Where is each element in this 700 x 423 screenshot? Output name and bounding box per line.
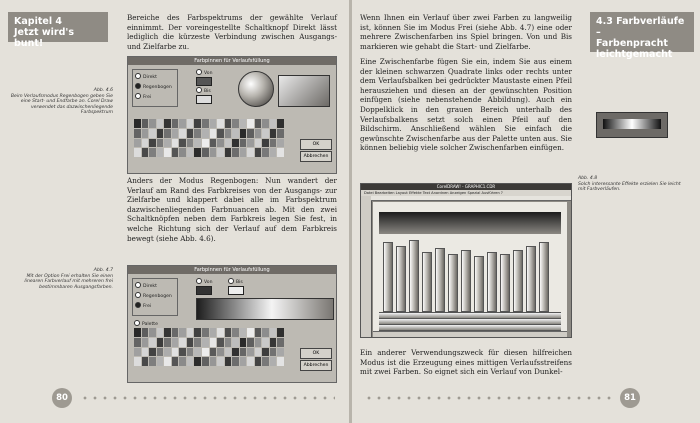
palette-swatch[interactable] bbox=[270, 119, 277, 128]
color-palette[interactable] bbox=[134, 119, 284, 157]
palette-swatch[interactable] bbox=[157, 119, 164, 128]
palette-swatch[interactable] bbox=[187, 328, 194, 337]
body-paragraph-1: Bereiche des Farbspektrums der gewählte Verlauf einnimmt. Der voreingestellte Schaltknopf Direkt lässt lediglich die kürzeste Verbindung zwischen Ausgangs- und Zielfarbe zu. bbox=[127, 13, 337, 51]
palette-swatch[interactable] bbox=[142, 338, 149, 347]
palette-swatch[interactable] bbox=[172, 129, 179, 138]
pillar bbox=[383, 242, 393, 312]
palette-swatch[interactable] bbox=[149, 129, 156, 138]
palette-swatch[interactable] bbox=[247, 148, 254, 157]
palette-swatch[interactable] bbox=[202, 129, 209, 138]
body-paragraph-2: Anders der Modus Regenbogen: Nun wandert der Verlauf am Rand des Farbkreises von der Ausgangs- zur Zielfarbe und klappert dabei alle im Farbspektrum dazwischenliegenden Farbnuancen ab. Mit den zwei Schaltknöpfen neben dem Farbkreis legen Sie fest, in welche Richtung sich der Verlauf auf dem Farbkreis bewegt (siehe Abb. 4.6). bbox=[127, 176, 337, 243]
palette-swatch[interactable] bbox=[240, 129, 247, 138]
app-menu-bar[interactable]: Datei Bearbeiten Layout Effekte Text Anordnen Anzeigen Spezial Ausführen ? bbox=[361, 190, 571, 196]
chapter-title: Jetzt wird's bunt! bbox=[14, 27, 74, 49]
palette-swatch[interactable] bbox=[187, 148, 194, 157]
pillar bbox=[513, 250, 523, 312]
palette-swatch[interactable] bbox=[134, 338, 141, 347]
palette-swatch[interactable] bbox=[240, 139, 247, 148]
pillar bbox=[422, 252, 432, 312]
palette-swatch[interactable] bbox=[255, 357, 262, 366]
palette-swatch[interactable] bbox=[277, 357, 284, 366]
palette-swatch[interactable] bbox=[187, 129, 194, 138]
palette-swatch[interactable] bbox=[225, 148, 232, 157]
palette-swatch[interactable] bbox=[157, 348, 164, 357]
palette-swatch[interactable] bbox=[202, 328, 209, 337]
gradient-strip bbox=[603, 119, 661, 129]
palette-swatch[interactable] bbox=[240, 148, 247, 157]
caption-text: Solch interessante Effekte erzielen Sie leicht mit Farbverläufen. bbox=[578, 181, 681, 193]
palette-swatch[interactable] bbox=[149, 328, 156, 337]
ruler bbox=[371, 196, 571, 201]
palette-swatch[interactable] bbox=[179, 348, 186, 357]
pillar-row bbox=[379, 234, 561, 312]
palette-swatch[interactable] bbox=[134, 357, 141, 366]
pillar bbox=[539, 242, 549, 312]
from-label: Von bbox=[196, 69, 213, 76]
gradient-dialog-rainbow bbox=[127, 56, 337, 174]
palette-swatch[interactable] bbox=[157, 129, 164, 138]
palette-swatch[interactable] bbox=[270, 348, 277, 357]
palette-swatch[interactable] bbox=[149, 148, 156, 157]
cancel-button[interactable]: Abbrechen bbox=[300, 360, 332, 371]
to-color-swatch[interactable] bbox=[196, 95, 212, 104]
to-color-swatch[interactable] bbox=[228, 286, 244, 295]
pillar bbox=[409, 240, 419, 312]
palette-swatch[interactable] bbox=[134, 148, 141, 157]
to-label: Bis bbox=[196, 87, 211, 94]
color-wheel[interactable] bbox=[238, 71, 274, 107]
color-palette[interactable] bbox=[134, 328, 284, 366]
pillar bbox=[461, 250, 471, 312]
palette-swatch[interactable] bbox=[142, 148, 149, 157]
figure-caption-4-7 bbox=[8, 268, 113, 290]
palette-swatch[interactable] bbox=[232, 328, 239, 337]
palette-swatch[interactable] bbox=[164, 338, 171, 347]
palette-swatch[interactable] bbox=[134, 139, 141, 148]
palette-swatch[interactable] bbox=[225, 129, 232, 138]
palette-swatch[interactable] bbox=[277, 328, 284, 337]
palette-swatch[interactable] bbox=[270, 148, 277, 157]
palette-swatch[interactable] bbox=[270, 338, 277, 347]
palette-swatch[interactable] bbox=[187, 119, 194, 128]
section-title-line-2: Farbenpracht bbox=[596, 38, 668, 49]
palette-swatch[interactable] bbox=[247, 328, 254, 337]
palette-swatch[interactable] bbox=[247, 139, 254, 148]
palette-swatch[interactable] bbox=[210, 148, 217, 157]
floor-bands bbox=[379, 312, 561, 331]
palette-swatch[interactable] bbox=[179, 148, 186, 157]
pillar bbox=[474, 256, 484, 312]
palette-swatch[interactable] bbox=[157, 139, 164, 148]
section-title-line-3: leichtgemacht bbox=[596, 49, 673, 60]
drawing-canvas bbox=[373, 202, 567, 331]
palette-swatch[interactable] bbox=[210, 348, 217, 357]
palette-swatch[interactable] bbox=[277, 129, 284, 138]
palette-swatch[interactable] bbox=[149, 119, 156, 128]
palette-swatch[interactable] bbox=[179, 338, 186, 347]
coreldraw-screenshot bbox=[360, 183, 572, 338]
palette-swatch[interactable] bbox=[277, 348, 284, 357]
from-color-swatch[interactable] bbox=[196, 77, 212, 86]
palette-swatch[interactable] bbox=[232, 139, 239, 148]
palette-swatch[interactable] bbox=[247, 357, 254, 366]
left-page bbox=[0, 0, 349, 423]
palette-swatch[interactable] bbox=[225, 328, 232, 337]
chapter-header bbox=[8, 12, 108, 49]
palette-swatch[interactable] bbox=[270, 129, 277, 138]
palette-swatch[interactable] bbox=[172, 328, 179, 337]
palette-swatch[interactable] bbox=[149, 348, 156, 357]
gradient-dialog-free bbox=[127, 265, 337, 383]
palette-swatch[interactable] bbox=[164, 328, 171, 337]
status-bar bbox=[373, 331, 567, 337]
palette-swatch[interactable] bbox=[255, 348, 262, 357]
palette-swatch[interactable] bbox=[232, 148, 239, 157]
palette-swatch[interactable] bbox=[149, 357, 156, 366]
pillar bbox=[396, 246, 406, 312]
palette-swatch[interactable] bbox=[157, 338, 164, 347]
palette-swatch[interactable] bbox=[247, 129, 254, 138]
palette-swatch[interactable] bbox=[255, 129, 262, 138]
gradient-preview bbox=[278, 75, 330, 107]
palette-swatch[interactable] bbox=[232, 119, 239, 128]
palette-swatch[interactable] bbox=[240, 328, 247, 337]
palette-swatch[interactable] bbox=[172, 357, 179, 366]
palette-swatch[interactable] bbox=[270, 139, 277, 148]
palette-swatch[interactable] bbox=[194, 328, 201, 337]
palette-swatch[interactable] bbox=[225, 348, 232, 357]
palette-swatch[interactable] bbox=[262, 129, 269, 138]
palette-swatch[interactable] bbox=[172, 348, 179, 357]
palette-swatch[interactable] bbox=[262, 328, 269, 337]
palette-swatch[interactable] bbox=[210, 139, 217, 148]
palette-swatch[interactable] bbox=[164, 139, 171, 148]
palette-swatch[interactable] bbox=[172, 338, 179, 347]
app-title-bar: CorelDRAW! - GRAPHIC1.CDR bbox=[361, 184, 571, 190]
palette-swatch[interactable] bbox=[247, 338, 254, 347]
body-paragraph-3: Ein anderer Verwendungszweck für diesen hilfreichen Modus ist die Erzeugung eines mittigen Verlaufsstreifens mit zwei Farben. So eignet sich ein Verlauf von Dunkel- bbox=[360, 348, 572, 377]
caption-title: Abb. 4.6 bbox=[93, 88, 113, 93]
pillar bbox=[435, 248, 445, 312]
palette-swatch[interactable] bbox=[179, 119, 186, 128]
dialog-title: Farbpinnen für Verlaufsfüllung bbox=[128, 57, 336, 65]
palette-swatch[interactable] bbox=[217, 129, 224, 138]
from-label: Von bbox=[196, 278, 213, 285]
palette-swatch[interactable] bbox=[187, 348, 194, 357]
palette-swatch[interactable] bbox=[142, 119, 149, 128]
caption-title: Abb. 4.8 bbox=[578, 176, 598, 181]
palette-swatch[interactable] bbox=[270, 357, 277, 366]
palette-swatch[interactable] bbox=[202, 139, 209, 148]
palette-swatch[interactable] bbox=[225, 119, 232, 128]
palette-swatch[interactable] bbox=[262, 139, 269, 148]
palette-swatch[interactable] bbox=[270, 328, 277, 337]
palette-swatch[interactable] bbox=[277, 338, 284, 347]
palette-swatch[interactable] bbox=[255, 148, 262, 157]
palette-swatch[interactable] bbox=[217, 328, 224, 337]
palette-swatch[interactable] bbox=[247, 119, 254, 128]
palette-swatch[interactable] bbox=[134, 348, 141, 357]
palette-swatch[interactable] bbox=[142, 139, 149, 148]
palette-swatch[interactable] bbox=[172, 148, 179, 157]
palette-swatch[interactable] bbox=[142, 348, 149, 357]
palette-swatch[interactable] bbox=[164, 348, 171, 357]
mode-direct-radio[interactable]: Direkt bbox=[135, 73, 157, 80]
palette-swatch[interactable] bbox=[164, 119, 171, 128]
footer-dots bbox=[364, 396, 614, 400]
palette-swatch[interactable] bbox=[240, 338, 247, 347]
gradient-thumbnail bbox=[596, 112, 668, 138]
pillar bbox=[526, 246, 536, 312]
palette-swatch[interactable] bbox=[134, 328, 141, 337]
palette-swatch[interactable] bbox=[179, 357, 186, 366]
palette-swatch[interactable] bbox=[262, 148, 269, 157]
palette-swatch[interactable] bbox=[262, 338, 269, 347]
palette-swatch[interactable] bbox=[202, 119, 209, 128]
palette-swatch[interactable] bbox=[217, 357, 224, 366]
palette-swatch[interactable] bbox=[194, 357, 201, 366]
section-title-line-1: 4.3 Farbverläufe – bbox=[596, 16, 685, 38]
toolbox[interactable] bbox=[361, 196, 372, 337]
page-number: 80 bbox=[52, 388, 72, 408]
palette-swatch[interactable] bbox=[210, 119, 217, 128]
palette-swatch[interactable] bbox=[232, 357, 239, 366]
mode-rainbow-radio[interactable]: Regenbogen bbox=[135, 292, 172, 299]
palette-swatch[interactable] bbox=[225, 357, 232, 366]
palette-swatch[interactable] bbox=[194, 338, 201, 347]
palette-swatch[interactable] bbox=[202, 357, 209, 366]
palette-swatch[interactable] bbox=[179, 129, 186, 138]
pillar bbox=[487, 252, 497, 312]
section-header bbox=[590, 12, 694, 60]
palette-swatch[interactable] bbox=[217, 148, 224, 157]
palette-swatch[interactable] bbox=[232, 348, 239, 357]
gradient-bar[interactable] bbox=[196, 298, 334, 320]
palette-swatch[interactable] bbox=[262, 348, 269, 357]
palette-swatch[interactable] bbox=[202, 338, 209, 347]
palette-swatch[interactable] bbox=[232, 129, 239, 138]
dialog-title: Farbpinnen für Verlaufsfüllung bbox=[128, 266, 336, 274]
palette-swatch[interactable] bbox=[202, 148, 209, 157]
caption-title: Abb. 4.7 bbox=[93, 268, 113, 273]
palette-swatch[interactable] bbox=[240, 357, 247, 366]
palette-swatch[interactable] bbox=[187, 338, 194, 347]
mode-free-radio[interactable]: Frei bbox=[135, 302, 151, 309]
palette-swatch[interactable] bbox=[134, 129, 141, 138]
palette-swatch[interactable] bbox=[187, 139, 194, 148]
ok-button[interactable]: OK bbox=[300, 139, 332, 150]
palette-swatch[interactable] bbox=[210, 338, 217, 347]
palette-swatch[interactable] bbox=[142, 129, 149, 138]
palette-swatch[interactable] bbox=[194, 348, 201, 357]
palette-swatch[interactable] bbox=[217, 139, 224, 148]
figure-caption-4-6 bbox=[8, 88, 113, 116]
palette-swatch[interactable] bbox=[149, 139, 156, 148]
palette-swatch[interactable] bbox=[194, 139, 201, 148]
page-number: 81 bbox=[620, 388, 640, 408]
palette-swatch[interactable] bbox=[277, 148, 284, 157]
palette-swatch[interactable] bbox=[157, 357, 164, 366]
palette-swatch[interactable] bbox=[172, 119, 179, 128]
palette-swatch[interactable] bbox=[157, 328, 164, 337]
palette-swatch[interactable] bbox=[255, 328, 262, 337]
mode-direct-radio[interactable]: Direkt bbox=[135, 282, 157, 289]
backdrop-band bbox=[379, 212, 561, 234]
footer-dots bbox=[80, 396, 335, 400]
palette-swatch[interactable] bbox=[217, 348, 224, 357]
palette-swatch[interactable] bbox=[179, 139, 186, 148]
right-page bbox=[352, 0, 700, 423]
pillar bbox=[448, 254, 458, 312]
palette-swatch[interactable] bbox=[202, 348, 209, 357]
palette-swatch[interactable] bbox=[164, 357, 171, 366]
palette-swatch[interactable] bbox=[225, 139, 232, 148]
palette-swatch[interactable] bbox=[172, 139, 179, 148]
palette-swatch[interactable] bbox=[164, 129, 171, 138]
palette-swatch[interactable] bbox=[255, 338, 262, 347]
palette-swatch[interactable] bbox=[164, 148, 171, 157]
palette-swatch[interactable] bbox=[232, 338, 239, 347]
to-label: Bis bbox=[228, 278, 243, 285]
body-paragraph-2: Eine Zwischenfarbe fügen Sie ein, indem Sie aus einem der kleinen schwarzen Quadrate links oder rechts unter dem Verlaufsbalken bei gedrückter Maustaste einen Pfeil herausziehen und diesen an der gewünschten Position einfügen (siehe nebenstehende Abbildung). Auch ein Doppelklick in den grauen Bereich unterhalb des Verlaufsbalkens setzt solch einen Pfeil auf den Bildschirm. Anschließend wählen Sie einfach die gewünschte Zwischenfarbe aus der Palette unten aus. Sie können beliebig viele solcher Zwischenfarben einfügen. bbox=[360, 57, 572, 153]
palette-swatch[interactable] bbox=[277, 119, 284, 128]
chapter-number: Kapitel 4 bbox=[14, 16, 62, 27]
palette-swatch[interactable] bbox=[210, 328, 217, 337]
palette-swatch[interactable] bbox=[157, 148, 164, 157]
palette-swatch[interactable] bbox=[194, 148, 201, 157]
palette-swatch[interactable] bbox=[142, 357, 149, 366]
mode-rainbow-radio[interactable]: Regenbogen bbox=[135, 83, 172, 90]
cancel-button[interactable]: Abbrechen bbox=[300, 151, 332, 162]
palette-swatch[interactable] bbox=[194, 129, 201, 138]
palette-swatch[interactable] bbox=[217, 338, 224, 347]
pillar bbox=[500, 254, 510, 312]
palette-swatch[interactable] bbox=[210, 129, 217, 138]
caption-text: Mit der Option Frei erhalten Sie einen linearen Farbverlauf mit mehreren frei bestimmbaren Ausgangsfarben. bbox=[24, 273, 113, 290]
palette-swatch[interactable] bbox=[134, 119, 141, 128]
palette-swatch[interactable] bbox=[217, 119, 224, 128]
palette-swatch[interactable] bbox=[255, 139, 262, 148]
palette-swatch[interactable] bbox=[194, 119, 201, 128]
palette-swatch[interactable] bbox=[262, 119, 269, 128]
palette-swatch[interactable] bbox=[240, 119, 247, 128]
palette-swatch[interactable] bbox=[262, 357, 269, 366]
body-paragraph-1: Wenn Ihnen ein Verlauf über zwei Farben zu langweilig ist, können Sie im Modus Frei (siehe Abb. 4.7) eine oder mehrere Zwischenfarben ins Spiel bringen. Von und Bis markieren wie gehabt die Start- und Zielfarbe. bbox=[360, 13, 572, 51]
palette-swatch[interactable] bbox=[149, 338, 156, 347]
palette-label: Palette bbox=[134, 320, 158, 327]
from-color-swatch[interactable] bbox=[196, 286, 212, 295]
palette-swatch[interactable] bbox=[142, 328, 149, 337]
palette-swatch[interactable] bbox=[255, 119, 262, 128]
mode-free-radio[interactable]: Frei bbox=[135, 93, 151, 100]
palette-swatch[interactable] bbox=[225, 338, 232, 347]
palette-swatch[interactable] bbox=[187, 357, 194, 366]
palette-swatch[interactable] bbox=[277, 139, 284, 148]
palette-swatch[interactable] bbox=[247, 348, 254, 357]
figure-caption-4-8 bbox=[578, 176, 688, 193]
ok-button[interactable]: OK bbox=[300, 348, 332, 359]
palette-swatch[interactable] bbox=[210, 357, 217, 366]
caption-text: Beim Verlaufsmodus Regenbogen geben Sie eine Start- und Endfarbe an. Corel Draw verwendet das dazwischenliegende Farbspektrum bbox=[10, 93, 113, 116]
palette-swatch[interactable] bbox=[179, 328, 186, 337]
palette-swatch[interactable] bbox=[240, 348, 247, 357]
